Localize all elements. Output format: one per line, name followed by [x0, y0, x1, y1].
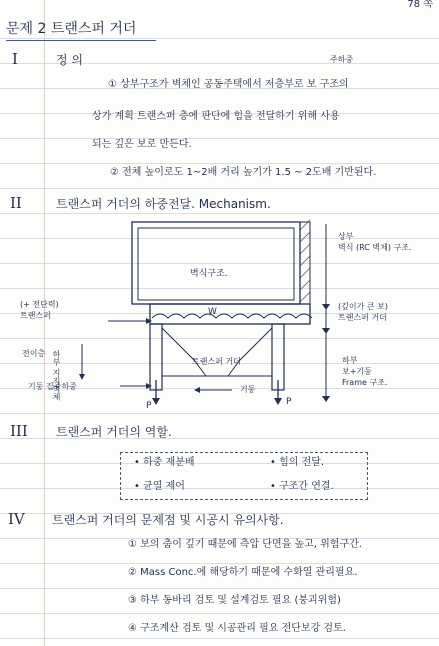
- role-3: • 균열 제어: [134, 481, 185, 492]
- section-2-numeral: II: [10, 194, 22, 212]
- transfer-label-right: (깊이가 큰 보) 트랜스퍼 거더: [338, 302, 388, 322]
- section-4-line-3: ③ 하부 동바리 검토 및 설계검토 필요 (붕괴위험): [128, 595, 341, 606]
- diag-left: [162, 328, 206, 376]
- section-4-heading: 트랜스퍼 거더의 문제점 및 시공시 유의사항.: [52, 513, 284, 527]
- section-3-heading: 트랜스퍼 거더의 역할.: [56, 425, 172, 439]
- left-top-label: (+ 전단력) 트랜스퍼: [20, 300, 59, 320]
- transfer-layer-label: 전이층: [22, 349, 46, 358]
- section-2-heading: 트랜스퍼 거더의 하중전달. Mechanism.: [56, 197, 271, 211]
- transfer-girder-label: 트랜스퍼 거더: [192, 357, 241, 366]
- p-right-label: P: [286, 397, 292, 407]
- p-left-label: P: [146, 401, 152, 411]
- wall-inner-box: [138, 228, 294, 300]
- section-3-numeral: III: [10, 422, 28, 440]
- section-1-line-2: 상가 계획 트랜스퍼 층에 판단에 힘을 전달하기 위해 사용: [92, 111, 340, 122]
- section-1-heading: 정 의: [56, 53, 83, 67]
- lower-wall-label: 하부 지지벽체: [52, 350, 61, 401]
- section-1-numeral: I: [12, 50, 18, 68]
- section-4-numeral: IV: [8, 510, 25, 528]
- w-label: W: [208, 307, 217, 317]
- section-1-line-1: ① 상부구조가 벽체인 공동주택에서 저층부로 보 구조의: [108, 79, 349, 90]
- role-4: • 구조간 연결.: [270, 481, 334, 492]
- role-1: • 하중 재분배: [134, 457, 195, 468]
- lower-frame-label: 하부 보+기둥 Frame 구조.: [342, 356, 388, 387]
- column-label: 기둥: [240, 385, 256, 394]
- page-title: 문제 2 트랜스퍼 거더: [6, 21, 137, 37]
- section-1-line-4: ② 전체 높이로도 1~2배 거리 높기가 1.5 ~ 2도배 기반된다.: [110, 167, 377, 178]
- upper-structure-label: 상부 벽식 (RC 벽체) 구조.: [338, 232, 412, 252]
- diag-right: [228, 328, 272, 376]
- hatch-right: [300, 220, 310, 302]
- section-4-line-2: ② Mass Conc.에 해당하기 때문에 수화열 관리필요.: [128, 567, 358, 578]
- section-4-line-1: ① 보의 춤이 깊기 때문에 측압 단면을 높고, 위험구간.: [128, 539, 362, 550]
- section-4-line-4: ④ 구조계산 검토 및 시공관리 필요 전단보강 검토.: [128, 623, 346, 634]
- wall-structure-box: [132, 222, 300, 304]
- load-arcs: [152, 314, 312, 318]
- section-1-line-3: 되는 깊은 보로 만든다.: [92, 139, 192, 150]
- role-2: • 힘의 전달.: [270, 457, 325, 468]
- annotation-main-load: 주하중: [330, 55, 354, 64]
- page-number: 78 쪽: [407, 0, 433, 10]
- title-underline: [6, 40, 156, 41]
- wall-structure-label: 벽식구조.: [190, 269, 228, 279]
- column-load-label: 기둥 집중하중: [28, 382, 77, 391]
